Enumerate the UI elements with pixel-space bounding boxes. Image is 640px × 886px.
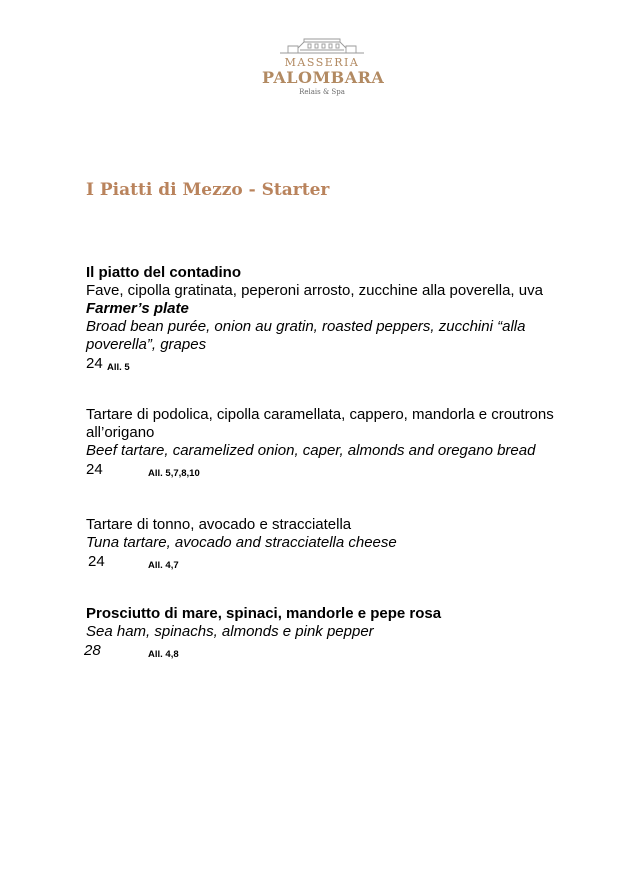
menu-item bbox=[86, 516, 576, 572]
item-price: 28 bbox=[84, 642, 101, 659]
item-desc-it: Fave, cipolla gratinata, peperoni arrosto, zucchine alla poverella, uva bbox=[86, 282, 543, 299]
logo-masseria: MASSERIA bbox=[284, 56, 360, 69]
item-name-en: Farmer’s plate bbox=[86, 300, 189, 317]
price-row bbox=[86, 552, 576, 572]
logo-relais-spa: Relais & Spa bbox=[299, 88, 345, 96]
item-price: 24 bbox=[88, 553, 105, 570]
item-allergens: All. 4,8 bbox=[148, 649, 179, 660]
section-title: I Piatti di Mezzo - Starter bbox=[86, 180, 330, 200]
item-name-en: Beef tartare, caramelized onion, caper, almonds and oregano bread bbox=[86, 442, 536, 459]
item-name-it: Il piatto del contadino bbox=[86, 264, 241, 281]
price-row bbox=[86, 354, 576, 374]
item-price: 24 bbox=[86, 355, 103, 372]
logo bbox=[262, 38, 385, 97]
item-allergens: All. 4,7 bbox=[148, 560, 179, 571]
menu-item bbox=[86, 605, 576, 661]
item-name-en: Sea ham, spinachs, almonds e pink pepper bbox=[86, 623, 374, 640]
logo-palombara: PALOMBARA bbox=[262, 68, 385, 87]
item-allergens: All. 5 bbox=[107, 362, 130, 373]
item-desc-en: Broad bean purée, onion au gratin, roasted peppers, zucchini “alla poverella”, grapes bbox=[86, 318, 526, 353]
menu-item bbox=[86, 406, 576, 480]
item-price: 24 bbox=[86, 461, 103, 478]
item-name-en: Tuna tartare, avocado and stracciatella cheese bbox=[86, 534, 397, 551]
item-allergens: All. 5,7,8,10 bbox=[148, 468, 200, 479]
price-row bbox=[86, 460, 576, 480]
menu-item bbox=[86, 264, 576, 374]
item-name-it: Tartare di tonno, avocado e stracciatella bbox=[86, 516, 352, 533]
item-name-it: Prosciutto di mare, spinaci, mandorle e pepe rosa bbox=[86, 605, 442, 622]
masseria-building-icon bbox=[280, 38, 364, 54]
item-name-it: Tartare di podolica, cipolla caramellata, cappero, mandorla e croutrons all’origano bbox=[86, 406, 554, 441]
price-row bbox=[86, 641, 576, 661]
